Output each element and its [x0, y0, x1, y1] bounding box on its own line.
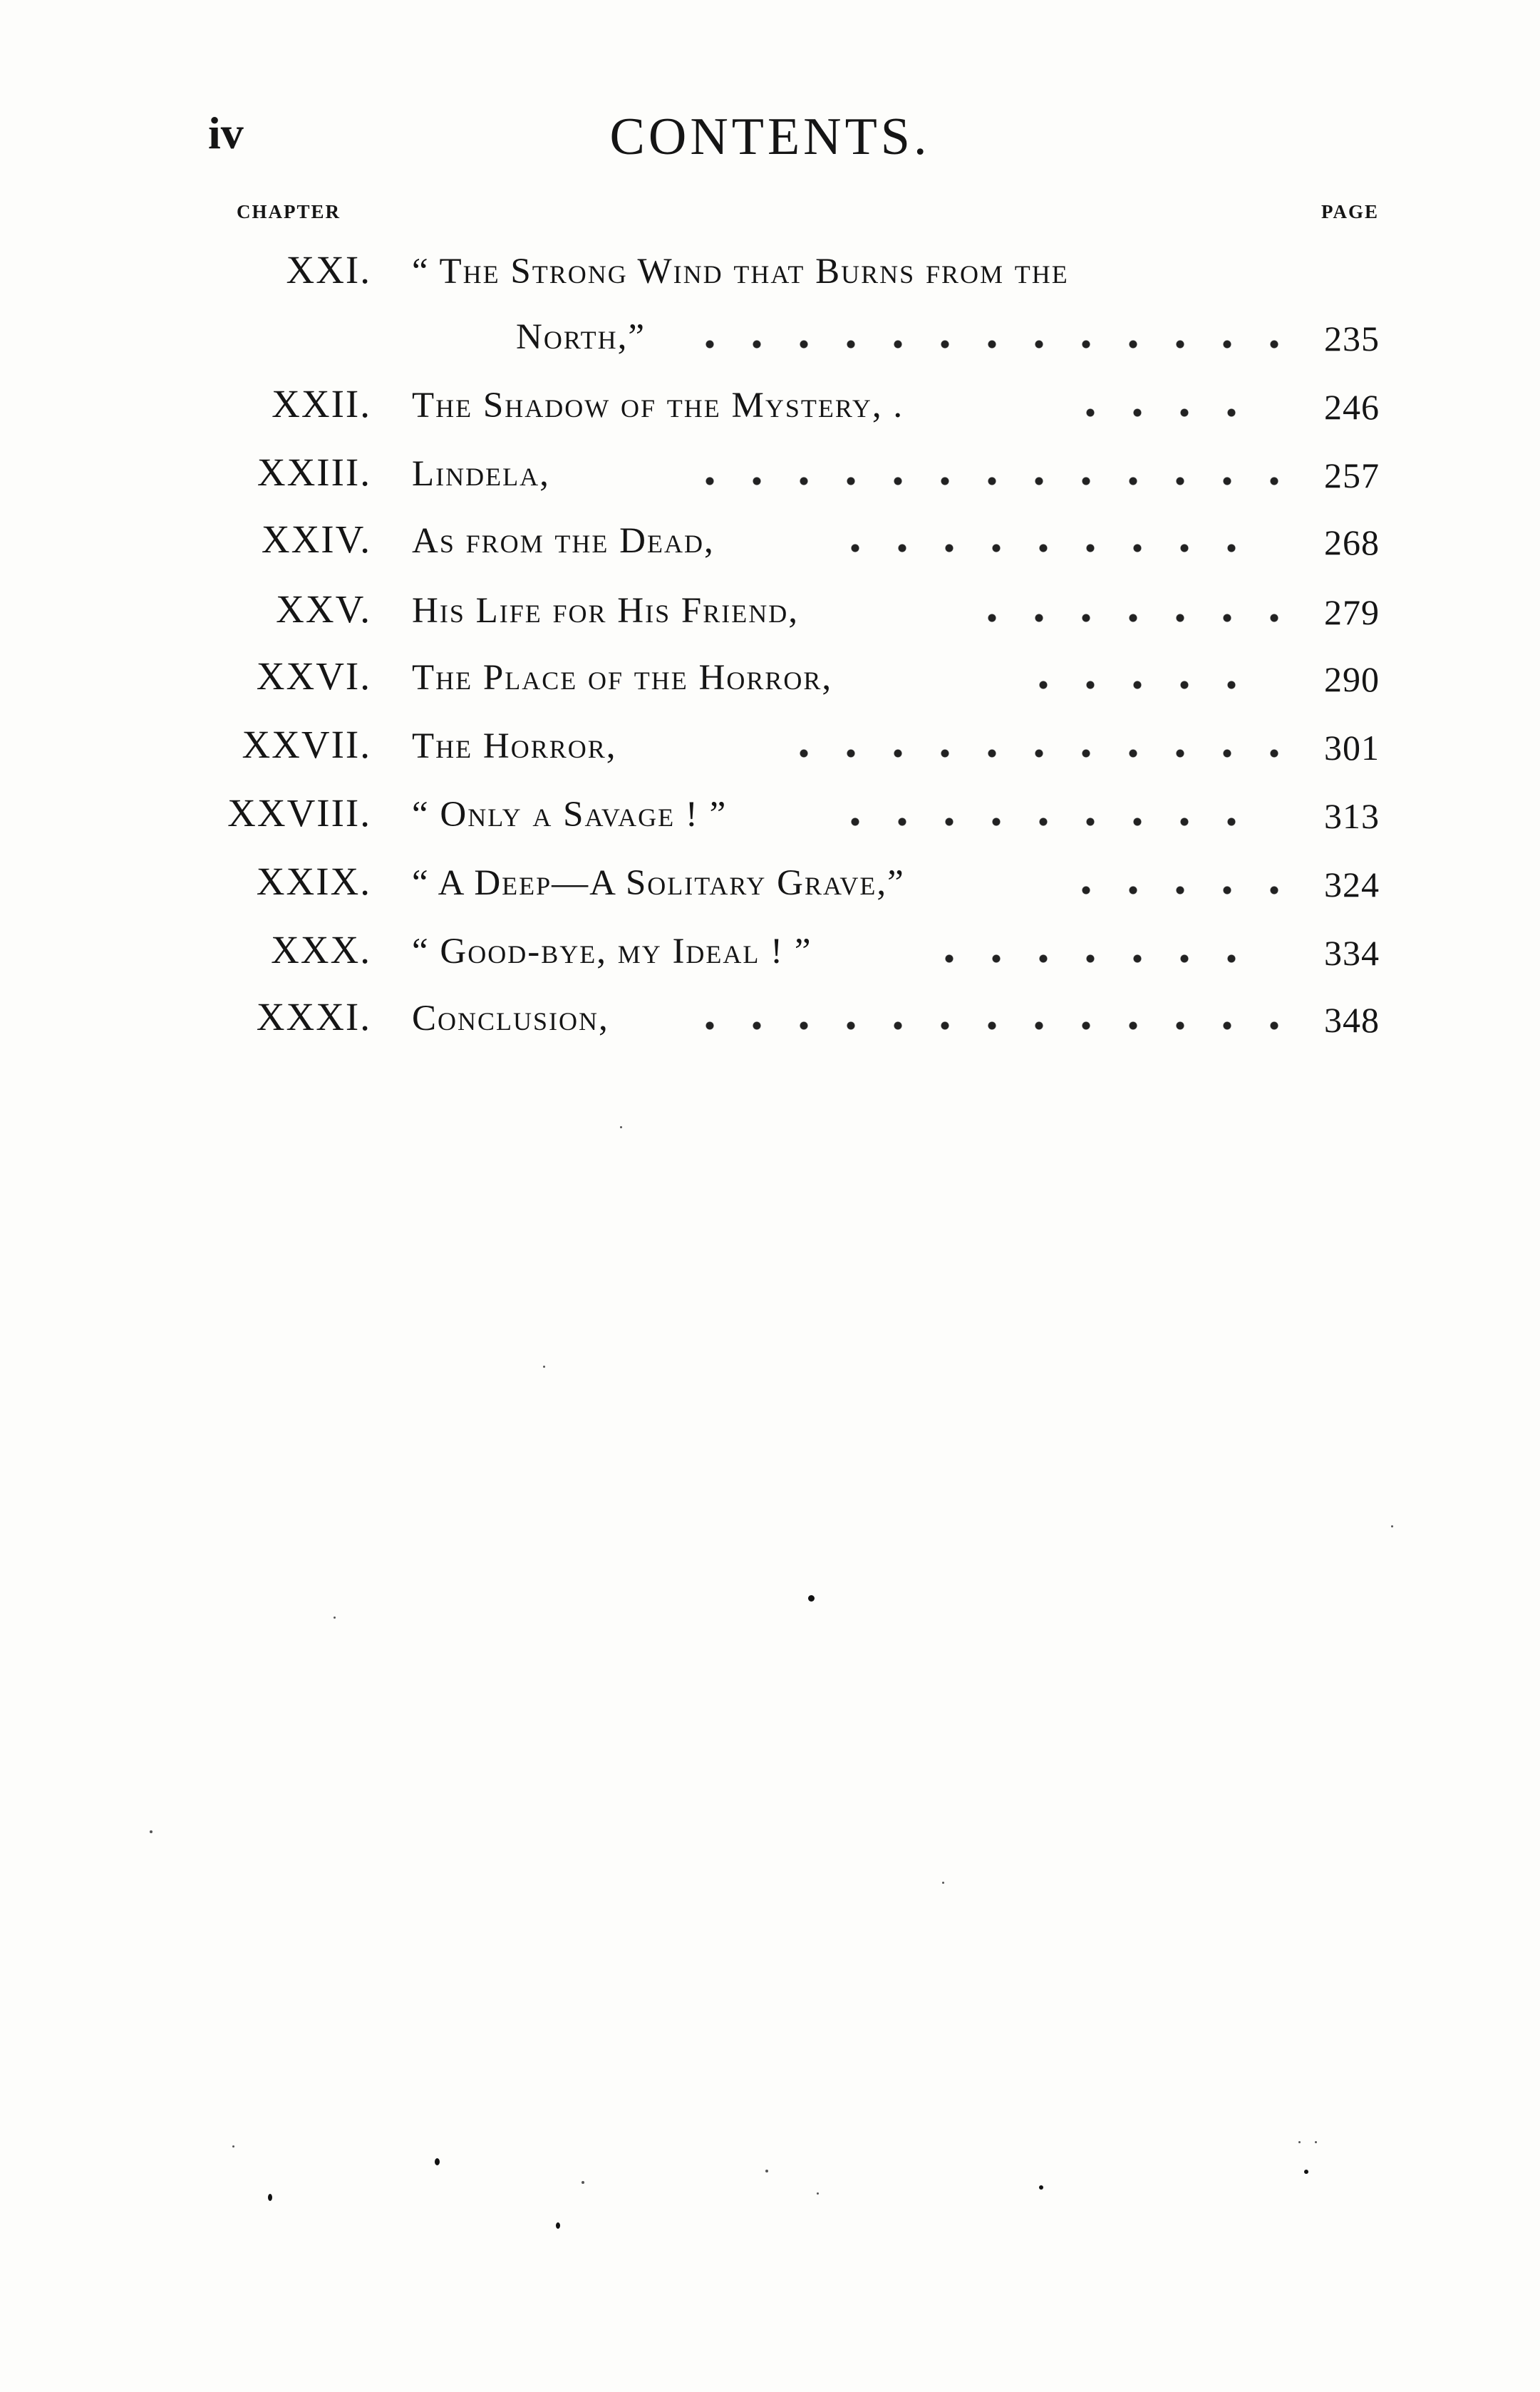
chapter-title-continued: North,”: [516, 317, 646, 357]
chapter-title: “ Good-bye, my Ideal ! ”: [412, 932, 812, 971]
page-number: iv: [208, 108, 244, 158]
dot-leader: [841, 811, 1255, 832]
dot-leader: [841, 537, 1255, 559]
page-reference: 301: [1324, 728, 1380, 768]
scan-speck: [334, 1617, 336, 1619]
scan-speck: [1039, 2185, 1043, 2190]
page-column-label: PAGE: [1321, 201, 1379, 222]
dot-leader: [706, 1015, 1298, 1036]
dot-leader: [926, 948, 1255, 969]
chapter-numeral: XXV.: [276, 587, 371, 631]
chapter-numeral: XXIX.: [256, 860, 371, 903]
toc-entry: [0, 778, 1540, 842]
page-reference: 334: [1324, 933, 1380, 973]
page-title: CONTENTS.: [609, 108, 931, 166]
toc-entry: [0, 574, 1540, 639]
chapter-numeral: XXIV.: [261, 517, 371, 561]
chapter-title: The Place of the Horror,: [412, 658, 833, 698]
chapter-numeral: XXXI.: [256, 995, 371, 1038]
chapter-numeral: XXIII.: [257, 450, 371, 494]
toc-entry: [0, 235, 1540, 299]
chapter-numeral: XXVII.: [242, 723, 371, 766]
scan-speck: [543, 1366, 545, 1368]
dot-leader: [706, 334, 1298, 355]
scan-speck: [556, 2222, 560, 2229]
scan-speck: [435, 2158, 440, 2165]
page-reference: 313: [1324, 796, 1380, 836]
toc-entry: [0, 641, 1540, 706]
toc-entry: [0, 369, 1540, 433]
chapter-title: His Life for His Friend,: [412, 591, 799, 631]
scan-speck: [808, 1595, 815, 1602]
chapter-numeral: XXX.: [271, 928, 371, 971]
chapter-title: “ A Deep—A Solitary Grave,”: [412, 863, 905, 903]
chapter-title: Lindela,: [412, 454, 550, 494]
scan-speck: [1315, 2141, 1317, 2143]
page-reference: 246: [1324, 387, 1380, 427]
scan-speck: [1391, 1525, 1393, 1527]
page-reference: 235: [1324, 319, 1380, 359]
scan-speck: [1304, 2170, 1308, 2174]
scan-speck: [1298, 2141, 1301, 2143]
chapter-numeral: XXVI.: [256, 654, 371, 698]
page-reference: 324: [1324, 865, 1380, 904]
page-reference: 257: [1324, 455, 1380, 495]
page-reference: 268: [1324, 522, 1380, 562]
page-reference: 290: [1324, 659, 1380, 699]
toc-entry: [0, 982, 1540, 1046]
chapter-title: Conclusion,: [412, 999, 609, 1038]
page-reference: 348: [1324, 1000, 1380, 1040]
dot-leader: [976, 607, 1298, 629]
dot-leader: [706, 470, 1298, 492]
toc-entry: [0, 847, 1540, 911]
toc-entry: [0, 505, 1540, 569]
dot-leader: [1076, 880, 1298, 901]
chapter-numeral: XXVIII.: [227, 791, 371, 835]
dot-leader: [1069, 402, 1255, 423]
dot-leader: [798, 743, 1298, 764]
scan-speck: [620, 1126, 622, 1128]
toc-entry: [0, 915, 1540, 979]
chapter-title: “ The Strong Wind that Burns from the: [412, 252, 1069, 292]
scan-speck: [942, 1882, 944, 1884]
toc-entry: [0, 438, 1540, 502]
chapter-column-label: CHAPTER: [237, 201, 341, 222]
chapter-title: The Horror,: [412, 726, 617, 766]
chapter-title: “ Only a Savage ! ”: [412, 795, 728, 835]
page-reference: 279: [1324, 592, 1380, 632]
scan-speck: [817, 2192, 819, 2195]
scan-speck: [765, 2170, 768, 2172]
toc-entry-continuation: [0, 301, 1540, 365]
chapter-numeral: XXII.: [272, 382, 371, 426]
dot-leader: [1026, 674, 1255, 696]
chapter-title: The Shadow of the Mystery, .: [412, 386, 904, 426]
chapter-numeral: XXI.: [286, 248, 371, 292]
scan-speck: [268, 2194, 272, 2201]
chapter-title: As from the Dead,: [412, 521, 715, 561]
toc-entry: [0, 710, 1540, 774]
scan-speck: [582, 2181, 584, 2184]
scan-speck: [150, 1830, 153, 1833]
scan-speck: [232, 2145, 234, 2148]
